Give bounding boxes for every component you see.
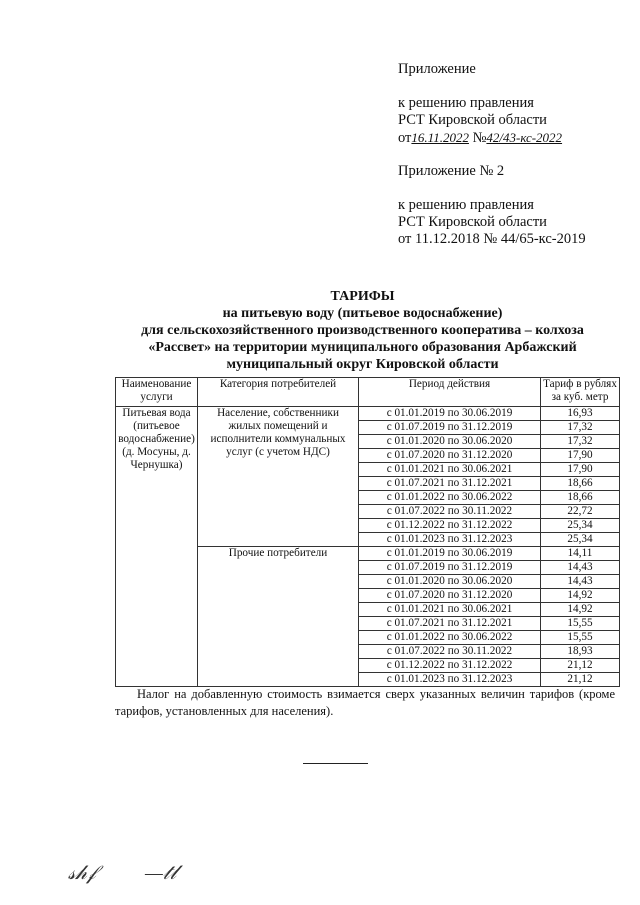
period-cell: с 01.01.2021 по 30.06.2021	[359, 463, 541, 477]
tariff-cell: 14,92	[541, 603, 620, 617]
tariff-cell: 17,90	[541, 449, 620, 463]
service-cell: Питьевая вода (питьевое водоснабжение) (д. Мосуны, д. Чернушка)	[116, 407, 198, 687]
period-cell: с 01.01.2019 по 30.06.2019	[359, 547, 541, 561]
tariff-cell: 25,34	[541, 519, 620, 533]
tariff-table	[115, 377, 620, 687]
footnote-text: Налог на добавленную стоимость взимается сверх указанных величин тарифов (кроме тарифов, установленных для населения).	[115, 687, 615, 718]
tariff-cell: 17,32	[541, 435, 620, 449]
period-cell: с 01.07.2019 по 31.12.2019	[359, 561, 541, 575]
tariff-cell: 14,11	[541, 547, 620, 561]
period-cell: с 01.07.2021 по 31.12.2021	[359, 617, 541, 631]
tariff-cell: 25,34	[541, 533, 620, 547]
signature-2: —𝓉𝓁	[145, 862, 177, 884]
col-header: Тариф в рублях за куб. метр	[541, 378, 620, 407]
col-header: Категория потребителей	[198, 378, 359, 407]
tariff-cell: 18,93	[541, 645, 620, 659]
appendix-line: РСТ Кировской области	[398, 112, 547, 128]
end-divider	[303, 763, 368, 764]
period-cell: с 01.01.2021 по 30.06.2021	[359, 603, 541, 617]
appendix-date-line	[398, 129, 562, 147]
period-cell: с 01.01.2019 по 30.06.2019	[359, 407, 541, 421]
period-cell: с 01.07.2021 по 31.12.2021	[359, 477, 541, 491]
appendix-title: Приложение	[398, 61, 476, 77]
category-cell: Прочие потребители	[198, 547, 359, 687]
doc-subtitle: на питьевую воду (питьевое водоснабжение)	[222, 306, 503, 321]
period-cell: с 01.12.2022 по 31.12.2022	[359, 519, 541, 533]
col-header: Наименование услуги	[116, 378, 198, 407]
tariff-cell: 14,43	[541, 561, 620, 575]
period-cell: с 01.07.2022 по 30.11.2022	[359, 645, 541, 659]
appendix2-line: от 11.12.2018 № 44/65-кс-2019	[398, 231, 586, 247]
tariff-cell: 15,55	[541, 631, 620, 645]
period-cell: с 01.01.2023 по 31.12.2023	[359, 533, 541, 547]
tariff-cell: 15,55	[541, 617, 620, 631]
signature-1: 𝓈𝒽𝒻	[68, 862, 96, 884]
doc-title: ТАРИФЫ	[330, 289, 395, 304]
tariff-cell: 18,66	[541, 477, 620, 491]
appendix2-line: РСТ Кировской области	[398, 214, 547, 230]
footnote	[115, 686, 615, 720]
period-cell: с 01.01.2022 по 30.06.2022	[359, 491, 541, 505]
appendix2-line: к решению правления	[398, 197, 534, 213]
doc-subtitle: «Рассвет» на территории муниципального образования Арбажский	[148, 340, 577, 355]
period-cell: с 01.01.2022 по 30.06.2022	[359, 631, 541, 645]
tariff-cell: 21,12	[541, 673, 620, 687]
tariff-cell: 16,93	[541, 407, 620, 421]
category-cell: Население, собственники жилых помещений и исполнители коммунальных услуг (с учетом НДС)	[198, 407, 359, 547]
period-cell: с 01.01.2020 по 30.06.2020	[359, 575, 541, 589]
handwritten-number: 42/43-кс-2022	[486, 130, 563, 145]
period-cell: с 01.01.2020 по 30.06.2020	[359, 435, 541, 449]
tariff-cell: 17,32	[541, 421, 620, 435]
appendix-line: к решению правления	[398, 95, 534, 111]
appendix2-title: Приложение № 2	[398, 163, 505, 179]
tariff-cell: 14,92	[541, 589, 620, 603]
tariff-cell: 21,12	[541, 659, 620, 673]
period-cell: с 01.07.2022 по 30.11.2022	[359, 505, 541, 519]
period-cell: с 01.07.2019 по 31.12.2019	[359, 421, 541, 435]
tariff-cell: 17,90	[541, 463, 620, 477]
tariff-cell: 14,43	[541, 575, 620, 589]
table-row	[116, 407, 620, 421]
tariff-cell: 22,72	[541, 505, 620, 519]
tariff-cell: 18,66	[541, 491, 620, 505]
period-cell: с 01.07.2020 по 31.12.2020	[359, 589, 541, 603]
doc-subtitle: для сельскохозяйственного производственного кооператива – колхоза	[141, 323, 584, 338]
period-cell: с 01.07.2020 по 31.12.2020	[359, 449, 541, 463]
period-cell: с 01.01.2023 по 31.12.2023	[359, 673, 541, 687]
col-header: Период действия	[359, 378, 541, 407]
doc-subtitle: муниципальный округ Кировской области	[226, 357, 499, 372]
period-cell: с 01.12.2022 по 31.12.2022	[359, 659, 541, 673]
handwritten-date: 16.11.2022	[411, 130, 469, 145]
number-sign: №	[472, 130, 487, 146]
from-label: от	[398, 130, 412, 146]
